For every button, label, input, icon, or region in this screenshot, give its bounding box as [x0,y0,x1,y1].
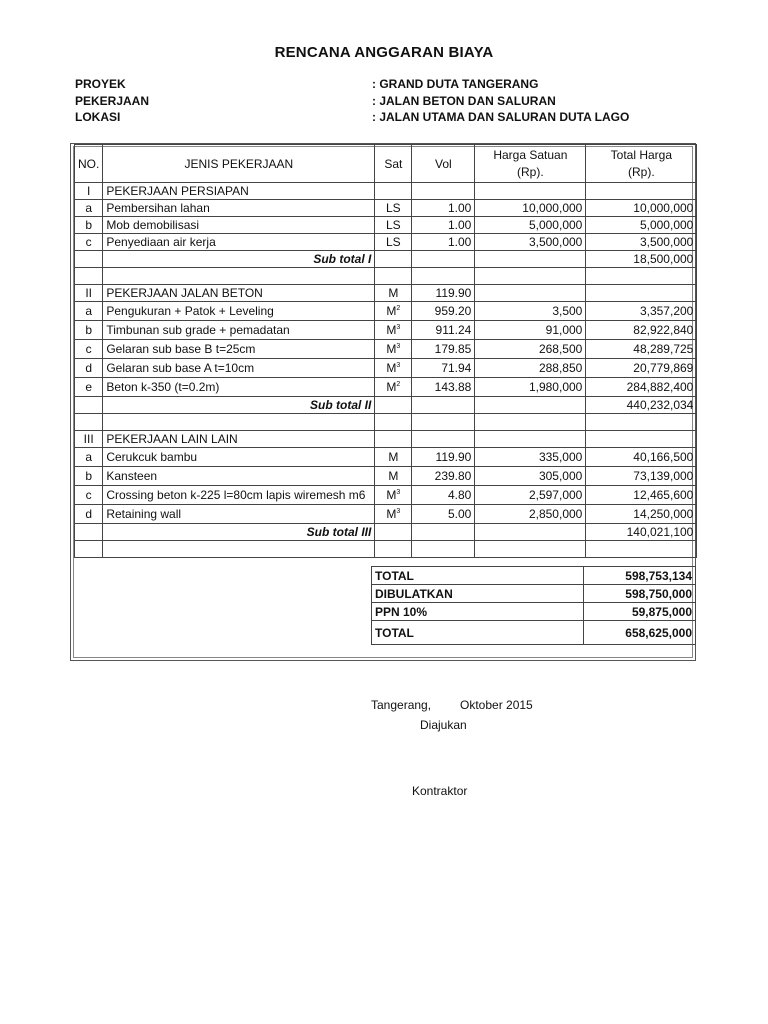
header-harga-satuan [475,145,586,183]
spacer-row [75,414,697,431]
item-harga: 5,000,000 [475,217,586,234]
item-harga: 91,000 [475,321,586,340]
item-no: e [75,378,103,397]
table-row [75,359,697,378]
item-harga: 288,850 [475,359,586,378]
item-no: c [75,234,103,251]
item-total: 48,289,725 [586,340,697,359]
table-row [75,200,697,217]
subtotal-value: 18,500,000 [586,251,697,268]
item-harga: 3,500,000 [475,234,586,251]
item-sat-exp: 3 [396,362,401,369]
subtotal-label: Sub total I [103,251,375,268]
subtotal-row [75,524,697,541]
section-no: II [75,285,103,302]
item-sat [375,359,412,378]
info-value-pekerjaan: : JALAN BETON DAN SALURAN [372,94,556,108]
item-sat-unit: M [386,342,397,356]
item-harga: 2,850,000 [475,505,586,524]
table-row [75,340,697,359]
item-sat [375,378,412,397]
section-vol: 119.90 [412,285,475,302]
item-vol: 119.90 [412,448,475,467]
item-total: 14,250,000 [586,505,697,524]
summary-row-total [372,567,696,585]
subtotal-value: 140,021,100 [586,524,697,541]
summary-row-dibulatkan [372,585,696,603]
item-sat-unit: M [386,323,397,337]
item-name: Cerukcuk bambu [103,448,375,467]
info-value-lokasi: : JALAN UTAMA DAN SALURAN DUTA LAGO [372,110,630,124]
summary-label: PPN 10% [372,603,584,621]
header-jenis-pekerjaan: JENIS PEKERJAAN [103,145,375,183]
item-no: b [75,321,103,340]
summary-value: 59,875,000 [584,603,696,621]
subtotal-label: Sub total II [103,397,375,414]
item-harga: 2,597,000 [475,486,586,505]
item-no: a [75,302,103,321]
item-sat-unit: M [388,469,399,483]
item-name: Mob demobilisasi [103,217,375,234]
item-total: 12,465,600 [586,486,697,505]
item-sat-unit: M [386,507,397,521]
item-total: 40,166,500 [586,448,697,467]
table-row [75,302,697,321]
info-key-pekerjaan: PEKERJAAN [75,94,150,108]
spacer-row [75,541,697,558]
item-vol: 1.00 [412,217,475,234]
info-key-lokasi: LOKASI [75,110,121,124]
section-no: III [75,431,103,448]
info-key-proyek: PROYEK [75,77,126,91]
item-total: 73,139,000 [586,467,697,486]
subtotal-value: 440,232,034 [586,397,697,414]
item-sat-exp: 3 [396,508,401,515]
item-no: b [75,467,103,486]
table-row [75,234,697,251]
item-vol: 71.94 [412,359,475,378]
subtotal-label: Sub total III [103,524,375,541]
header-harga-unit: (Rp). [517,165,544,179]
item-name: Timbunan sub grade + pemadatan [103,321,375,340]
header-total-unit: (Rp). [628,165,655,179]
item-harga: 3,500 [475,302,586,321]
item-sat [375,505,412,524]
item-sat-exp: 2 [396,305,401,312]
table-row [75,467,697,486]
section-name: PEKERJAAN LAIN LAIN [103,431,375,448]
item-name: Pembersihan lahan [103,200,375,217]
header-vol: Vol [412,145,475,183]
section-row [75,431,697,448]
spacer-row [75,268,697,285]
item-sat [375,302,412,321]
item-vol: 4.80 [412,486,475,505]
item-harga: 305,000 [475,467,586,486]
item-no: a [75,448,103,467]
section-name: PEKERJAAN PERSIAPAN [103,183,375,200]
item-total: 10,000,000 [586,200,697,217]
item-vol: 179.85 [412,340,475,359]
summary-row-ppn [372,603,696,621]
item-name: Kansteen [103,467,375,486]
section-row [75,183,697,200]
item-sat-unit: M [386,488,397,502]
item-total: 20,779,869 [586,359,697,378]
table-row [75,378,697,397]
item-sat-unit: M [386,304,397,318]
item-sat: LS [375,217,412,234]
item-harga: 335,000 [475,448,586,467]
item-total: 284,882,400 [586,378,697,397]
summary-value: 658,625,000 [584,621,696,645]
summary-label: DIBULATKAN [372,585,584,603]
item-total: 82,922,840 [586,321,697,340]
item-sat-exp: 3 [396,489,401,496]
budget-table [74,144,697,558]
item-vol: 239.80 [412,467,475,486]
section-name: PEKERJAAN JALAN BETON [103,285,375,302]
item-vol: 1.00 [412,200,475,217]
item-sat: LS [375,234,412,251]
item-no: a [75,200,103,217]
section-row [75,285,697,302]
document-title: RENCANA ANGGARAN BIAYA [274,44,494,61]
item-sat [375,467,412,486]
item-vol: 5.00 [412,505,475,524]
summary-value: 598,750,000 [584,585,696,603]
item-sat [375,340,412,359]
signature-place: Tangerang, [371,698,432,712]
item-name: Pengukuran + Patok + Leveling [103,302,375,321]
table-header-row [75,145,697,183]
item-no: c [75,486,103,505]
item-sat [375,321,412,340]
item-no: b [75,217,103,234]
item-name: Penyediaan air kerja [103,234,375,251]
header-total-harga [586,145,697,183]
summary-label: TOTAL [372,567,584,585]
item-no: d [75,359,103,378]
table-row [75,321,697,340]
item-sat-unit: M [386,361,397,375]
item-name: Crossing beton k-225 l=80cm lapis wiremesh m6 [103,486,375,505]
item-sat [375,486,412,505]
item-total: 3,357,200 [586,302,697,321]
subtotal-row [75,397,697,414]
info-value-proyek: : GRAND DUTA TANGERANG [372,77,539,91]
item-harga: 1,980,000 [475,378,586,397]
item-name: Gelaran sub base B t=25cm [103,340,375,359]
section-no: I [75,183,103,200]
signature-role: Kontraktor [412,784,468,798]
item-sat-unit: M [386,380,397,394]
signature-submitted: Diajukan [420,718,467,732]
table-row [75,448,697,467]
item-vol: 959.20 [412,302,475,321]
item-vol: 1.00 [412,234,475,251]
item-name: Retaining wall [103,505,375,524]
item-sat-unit: M [388,450,399,464]
section-sat: M [375,285,412,302]
summary-label: TOTAL [372,621,584,645]
header-total-label: Total Harga [610,148,673,162]
header-harga-label: Harga Satuan [493,148,568,162]
table-row [75,505,697,524]
item-harga: 10,000,000 [475,200,586,217]
item-vol: 911.24 [412,321,475,340]
item-vol: 143.88 [412,378,475,397]
summary-value: 598,753,134 [584,567,696,585]
item-no: d [75,505,103,524]
item-name: Beton k-350 (t=0.2m) [103,378,375,397]
item-name: Gelaran sub base A t=10cm [103,359,375,378]
item-total: 5,000,000 [586,217,697,234]
header-no: NO. [75,145,103,183]
item-sat-exp: 2 [396,381,401,388]
header-sat: Sat [375,145,412,183]
item-no: c [75,340,103,359]
item-sat-exp: 3 [396,324,401,331]
item-total: 3,500,000 [586,234,697,251]
summary-row-grand-total [372,621,696,645]
summary-table [371,566,696,645]
subtotal-row [75,251,697,268]
signature-date: Oktober 2015 [460,698,533,712]
item-harga: 268,500 [475,340,586,359]
item-sat-exp: 3 [396,343,401,350]
table-row [75,217,697,234]
item-sat: LS [375,200,412,217]
table-row [75,486,697,505]
item-sat [375,448,412,467]
